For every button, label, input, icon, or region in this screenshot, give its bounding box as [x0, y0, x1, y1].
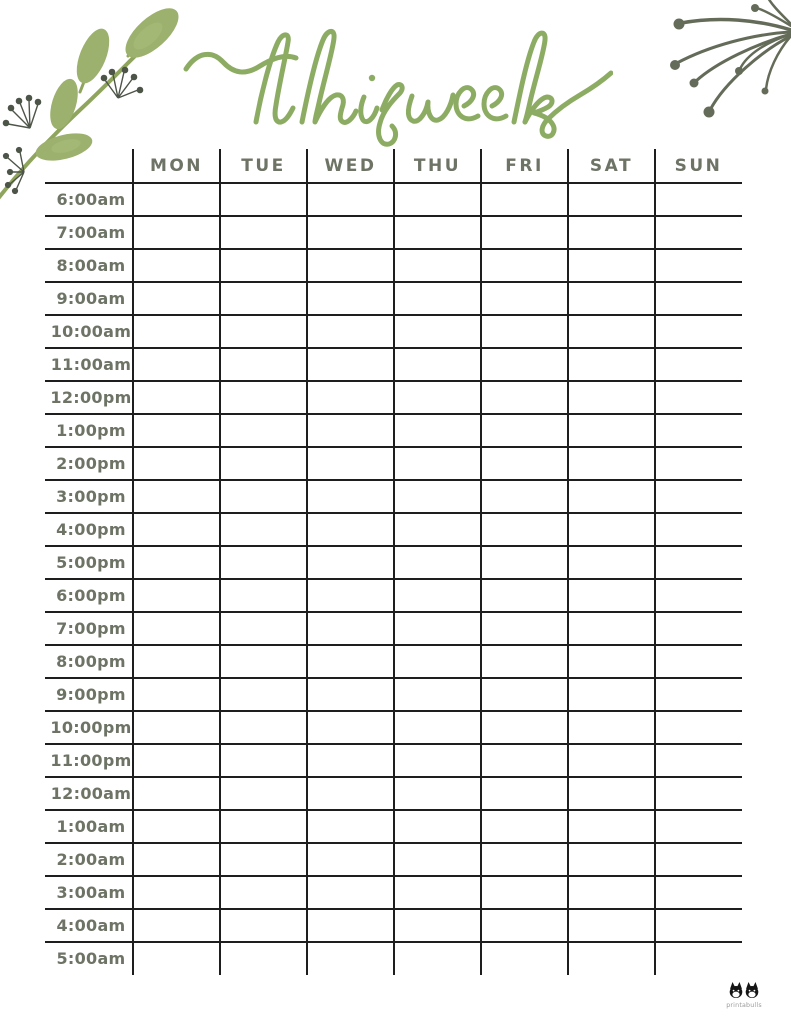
- cell-fri-500am: [481, 942, 568, 975]
- cell-mon-800pm: [133, 645, 220, 678]
- cell-wed-700am: [307, 216, 394, 249]
- cell-fri-200pm: [481, 447, 568, 480]
- cell-sat-800pm: [568, 645, 655, 678]
- cell-sat-700am: [568, 216, 655, 249]
- cell-wed-1200am: [307, 777, 394, 810]
- cell-wed-800am: [307, 249, 394, 282]
- cell-mon-1100pm: [133, 744, 220, 777]
- day-header-tue: TUE: [241, 156, 286, 176]
- cell-sat-1100pm: [568, 744, 655, 777]
- cell-sun-1000am: [655, 315, 742, 348]
- cell-sun-400pm: [655, 513, 742, 546]
- time-label-300am: 3:00am: [56, 883, 126, 902]
- cell-sun-600am: [655, 183, 742, 216]
- cell-sun-600pm: [655, 579, 742, 612]
- cell-thu-700am: [394, 216, 481, 249]
- cell-sat-500am: [568, 942, 655, 975]
- cell-tue-1000am: [220, 315, 307, 348]
- cell-tue-1000pm: [220, 711, 307, 744]
- cell-sat-1200pm: [568, 381, 655, 414]
- day-header-sat: SAT: [589, 156, 634, 176]
- cell-wed-100pm: [307, 414, 394, 447]
- cell-fri-800pm: [481, 645, 568, 678]
- cell-mon-100pm: [133, 414, 220, 447]
- cell-fri-100am: [481, 810, 568, 843]
- cell-sun-800pm: [655, 645, 742, 678]
- cell-sun-500pm: [655, 546, 742, 579]
- cell-tue-700am: [220, 216, 307, 249]
- cell-mon-500pm: [133, 546, 220, 579]
- cell-fri-400pm: [481, 513, 568, 546]
- cell-sat-100pm: [568, 414, 655, 447]
- cell-sun-800am: [655, 249, 742, 282]
- cell-tue-1100pm: [220, 744, 307, 777]
- cell-mon-900pm: [133, 678, 220, 711]
- cell-tue-300pm: [220, 480, 307, 513]
- grid-vertical-line: [132, 149, 134, 975]
- cell-mon-1000am: [133, 315, 220, 348]
- cell-wed-900pm: [307, 678, 394, 711]
- grid-vertical-line: [480, 149, 482, 975]
- cell-tue-600am: [220, 183, 307, 216]
- cell-sun-100pm: [655, 414, 742, 447]
- cell-sun-100am: [655, 810, 742, 843]
- cell-sun-1100am: [655, 348, 742, 381]
- cell-wed-900am: [307, 282, 394, 315]
- cell-fri-400am: [481, 909, 568, 942]
- cell-thu-300am: [394, 876, 481, 909]
- cell-tue-700pm: [220, 612, 307, 645]
- cell-fri-300pm: [481, 480, 568, 513]
- grid-vertical-line: [219, 149, 221, 975]
- cell-thu-700pm: [394, 612, 481, 645]
- day-header-wed: WED: [324, 156, 377, 176]
- cell-thu-1100pm: [394, 744, 481, 777]
- day-header-sun: SUN: [674, 156, 723, 176]
- cell-sun-300am: [655, 876, 742, 909]
- cell-mon-300pm: [133, 480, 220, 513]
- cell-sun-700pm: [655, 612, 742, 645]
- time-label-1100am: 11:00am: [50, 355, 132, 374]
- time-label-700am: 7:00am: [56, 223, 126, 242]
- time-label-500pm: 5:00pm: [56, 553, 126, 572]
- cell-sun-700am: [655, 216, 742, 249]
- cell-mon-300am: [133, 876, 220, 909]
- cell-mon-500am: [133, 942, 220, 975]
- cell-tue-1200am: [220, 777, 307, 810]
- cell-sat-700pm: [568, 612, 655, 645]
- cell-sun-1000pm: [655, 711, 742, 744]
- cell-mon-1000pm: [133, 711, 220, 744]
- time-label-100am: 1:00am: [56, 817, 126, 836]
- cell-wed-600am: [307, 183, 394, 216]
- cell-sun-900pm: [655, 678, 742, 711]
- cell-sat-1100am: [568, 348, 655, 381]
- cell-tue-100pm: [220, 414, 307, 447]
- cell-wed-300pm: [307, 480, 394, 513]
- day-header-mon: MON: [149, 156, 204, 176]
- cell-wed-200pm: [307, 447, 394, 480]
- cell-wed-1100pm: [307, 744, 394, 777]
- bulldog-icon: [730, 982, 743, 998]
- cell-thu-800pm: [394, 645, 481, 678]
- cell-fri-1000am: [481, 315, 568, 348]
- time-label-400pm: 4:00pm: [56, 520, 126, 539]
- time-label-1100pm: 11:00pm: [50, 751, 132, 770]
- grid-vertical-line: [393, 149, 395, 975]
- cell-thu-100am: [394, 810, 481, 843]
- time-label-800am: 8:00am: [56, 256, 126, 275]
- cell-fri-700am: [481, 216, 568, 249]
- time-label-1200pm: 12:00pm: [50, 388, 132, 407]
- cell-mon-1100am: [133, 348, 220, 381]
- cell-tue-800am: [220, 249, 307, 282]
- cell-mon-800am: [133, 249, 220, 282]
- time-label-200am: 2:00am: [56, 850, 126, 869]
- cell-mon-400am: [133, 909, 220, 942]
- cell-tue-500pm: [220, 546, 307, 579]
- cell-mon-900am: [133, 282, 220, 315]
- cell-tue-1100am: [220, 348, 307, 381]
- cell-sat-900am: [568, 282, 655, 315]
- time-label-200pm: 2:00pm: [56, 454, 126, 473]
- cell-fri-600pm: [481, 579, 568, 612]
- cell-sun-1100pm: [655, 744, 742, 777]
- printabulls-logo: [718, 981, 770, 1013]
- time-label-1000pm: 10:00pm: [50, 718, 132, 737]
- grid-vertical-line: [306, 149, 308, 975]
- cell-fri-200am: [481, 843, 568, 876]
- cell-fri-700pm: [481, 612, 568, 645]
- cell-wed-500pm: [307, 546, 394, 579]
- day-header-thu: THU: [413, 156, 462, 176]
- cell-mon-600pm: [133, 579, 220, 612]
- cell-mon-600am: [133, 183, 220, 216]
- cell-sat-900pm: [568, 678, 655, 711]
- time-label-600pm: 6:00pm: [56, 586, 126, 605]
- cell-sun-200pm: [655, 447, 742, 480]
- cell-tue-800pm: [220, 645, 307, 678]
- day-header-fri: FRI: [505, 156, 544, 176]
- cell-sat-100am: [568, 810, 655, 843]
- time-label-900pm: 9:00pm: [56, 685, 126, 704]
- cell-tue-900am: [220, 282, 307, 315]
- cell-mon-700am: [133, 216, 220, 249]
- bulldog-icon: [746, 982, 759, 998]
- time-label-1200am: 12:00am: [50, 784, 132, 803]
- cell-wed-800pm: [307, 645, 394, 678]
- cell-thu-900pm: [394, 678, 481, 711]
- cell-thu-200am: [394, 843, 481, 876]
- printabulls-logo-drawing: [718, 981, 770, 1013]
- cell-thu-1000am: [394, 315, 481, 348]
- time-label-1000am: 10:00am: [50, 322, 132, 341]
- cell-fri-100pm: [481, 414, 568, 447]
- cell-tue-900pm: [220, 678, 307, 711]
- cell-thu-500pm: [394, 546, 481, 579]
- cell-fri-500pm: [481, 546, 568, 579]
- cell-sun-900am: [655, 282, 742, 315]
- cell-sat-500pm: [568, 546, 655, 579]
- cell-tue-400pm: [220, 513, 307, 546]
- grid-vertical-line: [654, 149, 656, 975]
- cell-fri-1200am: [481, 777, 568, 810]
- cell-sat-600am: [568, 183, 655, 216]
- cell-thu-600pm: [394, 579, 481, 612]
- cell-sun-1200pm: [655, 381, 742, 414]
- cell-mon-400pm: [133, 513, 220, 546]
- printabulls-logo-text: printabulls: [726, 1002, 762, 1009]
- cell-mon-1200pm: [133, 381, 220, 414]
- cell-sat-200am: [568, 843, 655, 876]
- cell-tue-600pm: [220, 579, 307, 612]
- cell-sun-400am: [655, 909, 742, 942]
- time-label-500am: 5:00am: [56, 949, 126, 968]
- cell-tue-200pm: [220, 447, 307, 480]
- cell-sat-800am: [568, 249, 655, 282]
- cell-wed-1000pm: [307, 711, 394, 744]
- cell-fri-1100am: [481, 348, 568, 381]
- cell-thu-600am: [394, 183, 481, 216]
- time-label-600am: 6:00am: [56, 190, 126, 209]
- cell-mon-200pm: [133, 447, 220, 480]
- cell-sat-1200am: [568, 777, 655, 810]
- cell-wed-1000am: [307, 315, 394, 348]
- cell-wed-400am: [307, 909, 394, 942]
- cell-wed-600pm: [307, 579, 394, 612]
- cell-fri-800am: [481, 249, 568, 282]
- cell-wed-300am: [307, 876, 394, 909]
- cell-mon-700pm: [133, 612, 220, 645]
- cell-wed-200am: [307, 843, 394, 876]
- cell-thu-1200pm: [394, 381, 481, 414]
- cell-thu-300pm: [394, 480, 481, 513]
- cell-thu-500am: [394, 942, 481, 975]
- cell-thu-900am: [394, 282, 481, 315]
- cell-tue-200am: [220, 843, 307, 876]
- cell-fri-1100pm: [481, 744, 568, 777]
- time-label-800pm: 8:00pm: [56, 652, 126, 671]
- cell-sun-1200am: [655, 777, 742, 810]
- cell-sat-400am: [568, 909, 655, 942]
- cell-tue-300am: [220, 876, 307, 909]
- cell-thu-800am: [394, 249, 481, 282]
- time-label-100pm: 1:00pm: [56, 421, 126, 440]
- cell-thu-400am: [394, 909, 481, 942]
- cell-sat-600pm: [568, 579, 655, 612]
- time-label-400am: 4:00am: [56, 916, 126, 935]
- cell-thu-1200am: [394, 777, 481, 810]
- cell-sat-200pm: [568, 447, 655, 480]
- cell-fri-300am: [481, 876, 568, 909]
- cell-mon-200am: [133, 843, 220, 876]
- cell-wed-700pm: [307, 612, 394, 645]
- cell-thu-100pm: [394, 414, 481, 447]
- cell-sat-1000am: [568, 315, 655, 348]
- cell-fri-600am: [481, 183, 568, 216]
- cell-sun-500am: [655, 942, 742, 975]
- cell-sun-200am: [655, 843, 742, 876]
- time-label-900am: 9:00am: [56, 289, 126, 308]
- cell-sat-1000pm: [568, 711, 655, 744]
- cell-tue-500am: [220, 942, 307, 975]
- cell-thu-200pm: [394, 447, 481, 480]
- cell-sun-300pm: [655, 480, 742, 513]
- cell-sat-300pm: [568, 480, 655, 513]
- cell-fri-1200pm: [481, 381, 568, 414]
- cell-thu-1100am: [394, 348, 481, 381]
- time-label-700pm: 7:00pm: [56, 619, 126, 638]
- cell-tue-1200pm: [220, 381, 307, 414]
- cell-thu-1000pm: [394, 711, 481, 744]
- cell-fri-900am: [481, 282, 568, 315]
- time-label-300pm: 3:00pm: [56, 487, 126, 506]
- cell-fri-1000pm: [481, 711, 568, 744]
- cell-mon-100am: [133, 810, 220, 843]
- cell-sat-300am: [568, 876, 655, 909]
- cell-thu-400pm: [394, 513, 481, 546]
- cell-wed-1100am: [307, 348, 394, 381]
- cell-mon-1200am: [133, 777, 220, 810]
- cell-tue-100am: [220, 810, 307, 843]
- grid-vertical-line: [567, 149, 569, 975]
- cell-wed-500am: [307, 942, 394, 975]
- cell-tue-400am: [220, 909, 307, 942]
- cell-wed-400pm: [307, 513, 394, 546]
- cell-sat-400pm: [568, 513, 655, 546]
- cell-fri-900pm: [481, 678, 568, 711]
- cell-wed-1200pm: [307, 381, 394, 414]
- cell-wed-100am: [307, 810, 394, 843]
